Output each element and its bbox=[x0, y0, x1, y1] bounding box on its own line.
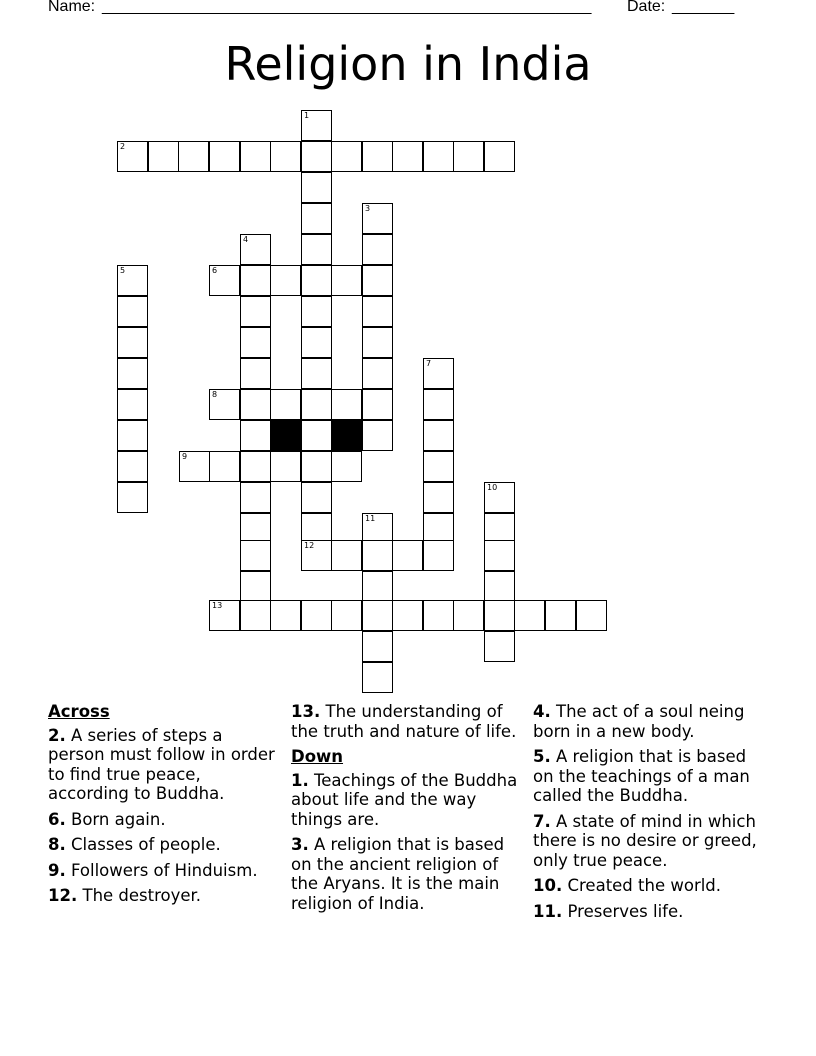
grid-cell[interactable] bbox=[117, 327, 148, 358]
grid-cell[interactable] bbox=[331, 141, 362, 172]
grid-cell[interactable] bbox=[423, 540, 454, 571]
grid-cell[interactable] bbox=[423, 600, 454, 631]
grid-cell[interactable] bbox=[423, 451, 454, 482]
clue-text: The understanding of the truth and nature of life. bbox=[291, 702, 517, 741]
grid-cell[interactable] bbox=[301, 327, 332, 358]
grid-cell-5[interactable] bbox=[117, 265, 148, 296]
grid-cell[interactable] bbox=[362, 265, 393, 296]
grid-cell[interactable] bbox=[240, 540, 271, 571]
grid-cell[interactable] bbox=[362, 358, 393, 389]
cell-number: 7 bbox=[426, 359, 432, 368]
grid-cell[interactable] bbox=[362, 571, 393, 602]
grid-cell[interactable] bbox=[362, 662, 393, 693]
grid-cell[interactable] bbox=[453, 141, 484, 172]
grid-cell[interactable] bbox=[301, 389, 332, 420]
grid-cell-4[interactable] bbox=[240, 234, 271, 265]
clue-text: Classes of people. bbox=[71, 835, 221, 854]
grid-cell[interactable] bbox=[392, 600, 423, 631]
clue-number: 2. bbox=[48, 725, 66, 745]
grid-cell[interactable] bbox=[514, 600, 545, 631]
clue-text: A religion that is based on the ancient religion of the Aryans. It is the main religion of India. bbox=[291, 835, 505, 913]
name-label: Name: bbox=[48, 0, 96, 15]
grid-cell[interactable] bbox=[484, 540, 515, 571]
grid-cell-3[interactable] bbox=[362, 203, 393, 234]
cell-number: 2 bbox=[120, 142, 126, 151]
clue-number: 13. bbox=[291, 702, 321, 721]
cell-number: 5 bbox=[120, 266, 126, 275]
clue-across-6 bbox=[48, 810, 284, 830]
cell-number: 13 bbox=[212, 601, 223, 610]
clue-number: 11. bbox=[533, 901, 563, 921]
grid-cell[interactable] bbox=[240, 265, 271, 296]
clue-text: A state of mind in which there is no desire or greed, only true peace. bbox=[533, 811, 757, 870]
cell-number: 9 bbox=[182, 452, 188, 461]
name-field[interactable]: _______________________________________________________ bbox=[102, 0, 592, 15]
clue-number: 6. bbox=[48, 809, 66, 829]
across-heading: Across bbox=[48, 702, 110, 721]
clue-down-3 bbox=[291, 835, 527, 913]
grid-cell-10[interactable] bbox=[484, 482, 515, 513]
clue-number: 3. bbox=[291, 835, 309, 854]
grid-cell[interactable] bbox=[362, 296, 393, 327]
clue-across-12 bbox=[48, 886, 284, 906]
clue-number: 7. bbox=[533, 811, 551, 831]
grid-cell[interactable] bbox=[240, 389, 271, 420]
grid-cell[interactable] bbox=[423, 141, 454, 172]
cell-number: 8 bbox=[212, 390, 218, 399]
grid-cell[interactable] bbox=[301, 296, 332, 327]
grid-cell[interactable] bbox=[178, 141, 209, 172]
grid-cell-1[interactable] bbox=[301, 110, 332, 141]
clue-down-10 bbox=[533, 876, 769, 896]
date-label: Date: bbox=[627, 0, 666, 15]
grid-cell[interactable] bbox=[301, 358, 332, 389]
clue-down-1 bbox=[291, 771, 527, 830]
page-title: Religion in India bbox=[224, 37, 592, 91]
grid-cell[interactable] bbox=[423, 482, 454, 513]
grid-cell-2[interactable] bbox=[117, 141, 148, 172]
grid-cell[interactable] bbox=[240, 296, 271, 327]
grid-cell[interactable] bbox=[301, 451, 332, 482]
grid-cell[interactable] bbox=[392, 141, 423, 172]
clue-across-8 bbox=[48, 835, 284, 855]
grid-cell[interactable] bbox=[117, 482, 148, 513]
clue-text: Created the world. bbox=[567, 876, 722, 895]
grid-cell[interactable] bbox=[423, 389, 454, 420]
clue-text: Followers of Hinduism. bbox=[71, 860, 258, 880]
grid-cell[interactable] bbox=[362, 420, 393, 451]
cell-number: 6 bbox=[212, 266, 218, 275]
grid-cell[interactable] bbox=[148, 141, 179, 172]
grid-cell[interactable] bbox=[117, 389, 148, 420]
grid-cell[interactable] bbox=[240, 358, 271, 389]
down-heading: Down bbox=[291, 747, 344, 766]
grid-cell[interactable] bbox=[209, 451, 240, 482]
grid-cell[interactable] bbox=[209, 141, 240, 172]
clue-down-5 bbox=[533, 747, 769, 806]
grid-cell[interactable] bbox=[453, 600, 484, 631]
grid-cell[interactable] bbox=[240, 420, 271, 451]
grid-cell[interactable] bbox=[331, 451, 362, 482]
grid-cell[interactable] bbox=[423, 420, 454, 451]
cell-number: 12 bbox=[304, 541, 315, 550]
grid-cell[interactable] bbox=[240, 571, 271, 602]
clue-text: A series of steps a person must follow in order to find true peace, according to Buddha. bbox=[48, 725, 275, 803]
black-cell bbox=[270, 420, 301, 451]
date-field[interactable]: _______ bbox=[672, 0, 735, 15]
cell-number: 11 bbox=[365, 514, 376, 523]
grid-cell[interactable] bbox=[484, 141, 515, 172]
grid-cell[interactable] bbox=[270, 451, 301, 482]
clue-down-11 bbox=[533, 902, 769, 922]
grid-cell[interactable] bbox=[301, 141, 332, 172]
clue-number: 5. bbox=[533, 747, 551, 766]
grid-cell[interactable] bbox=[301, 203, 332, 234]
grid-cell[interactable] bbox=[301, 265, 332, 296]
grid-cell[interactable] bbox=[301, 482, 332, 513]
clue-text: A religion that is based on the teachings of a man called the Buddha. bbox=[533, 747, 750, 805]
clue-number: 9. bbox=[48, 860, 66, 880]
grid-cell[interactable] bbox=[484, 600, 515, 631]
grid-cell[interactable] bbox=[331, 265, 362, 296]
cell-number: 1 bbox=[304, 111, 310, 120]
clue-text: Teachings of the Buddha about life and the way things are. bbox=[291, 770, 518, 829]
clue-across-9 bbox=[48, 861, 284, 881]
grid-cell[interactable] bbox=[270, 600, 301, 631]
grid-cell[interactable] bbox=[545, 600, 576, 631]
grid-cell-12[interactable] bbox=[301, 540, 332, 571]
grid-cell[interactable] bbox=[362, 600, 393, 631]
cell-number: 4 bbox=[243, 235, 249, 244]
grid-cell[interactable] bbox=[301, 420, 332, 451]
cell-number: 3 bbox=[365, 204, 371, 213]
grid-cell[interactable] bbox=[362, 234, 393, 265]
clue-text: Preserves life. bbox=[567, 901, 684, 921]
grid-cell[interactable] bbox=[117, 296, 148, 327]
grid-cell[interactable] bbox=[301, 234, 332, 265]
grid-cell[interactable] bbox=[392, 540, 423, 571]
grid-cell[interactable] bbox=[240, 600, 271, 631]
grid-cell[interactable] bbox=[270, 265, 301, 296]
grid-cell[interactable] bbox=[331, 540, 362, 571]
grid-cell-6[interactable] bbox=[209, 265, 240, 296]
grid-cell[interactable] bbox=[331, 389, 362, 420]
clue-number: 8. bbox=[48, 835, 66, 854]
grid-cell[interactable] bbox=[362, 327, 393, 358]
grid-cell[interactable] bbox=[240, 141, 271, 172]
grid-cell[interactable] bbox=[301, 600, 332, 631]
grid-cell[interactable] bbox=[362, 631, 393, 662]
grid-cell[interactable] bbox=[117, 420, 148, 451]
grid-cell-9[interactable] bbox=[179, 451, 210, 482]
clue-number: 1. bbox=[291, 770, 309, 790]
grid-cell[interactable] bbox=[362, 389, 393, 420]
clue-number: 10. bbox=[533, 876, 563, 895]
cell-number: 10 bbox=[487, 483, 498, 492]
clue-column-1 bbox=[48, 702, 284, 912]
clue-text: Born again. bbox=[71, 809, 166, 829]
grid-cell[interactable] bbox=[240, 482, 271, 513]
clue-down-4 bbox=[533, 702, 769, 741]
clue-text: The destroyer. bbox=[82, 886, 202, 905]
grid-cell[interactable] bbox=[240, 451, 271, 482]
clue-column-3 bbox=[533, 702, 769, 927]
grid-cell[interactable] bbox=[362, 540, 393, 571]
clue-down-7 bbox=[533, 812, 769, 871]
grid-cell[interactable] bbox=[484, 631, 515, 662]
grid-cell[interactable] bbox=[270, 141, 301, 172]
grid-cell[interactable] bbox=[331, 600, 362, 631]
grid-cell-8[interactable] bbox=[209, 389, 240, 420]
grid-cell-13[interactable] bbox=[209, 600, 240, 631]
clue-across-13 bbox=[291, 702, 527, 741]
grid-cell[interactable] bbox=[576, 600, 607, 631]
black-cell bbox=[331, 420, 362, 451]
grid-cell[interactable] bbox=[484, 571, 515, 602]
grid-cell[interactable] bbox=[240, 327, 271, 358]
clue-across-2 bbox=[48, 726, 284, 804]
clue-number: 12. bbox=[48, 886, 78, 905]
grid-cell[interactable] bbox=[362, 141, 393, 172]
grid-cell[interactable] bbox=[301, 172, 332, 203]
grid-cell[interactable] bbox=[117, 358, 148, 389]
grid-cell-7[interactable] bbox=[423, 358, 454, 389]
grid-cell[interactable] bbox=[117, 451, 148, 482]
grid-cell[interactable] bbox=[270, 389, 301, 420]
clue-column-2 bbox=[291, 702, 527, 919]
clue-text: The act of a soul neing born in a new body. bbox=[533, 702, 745, 741]
clue-number: 4. bbox=[533, 702, 551, 721]
